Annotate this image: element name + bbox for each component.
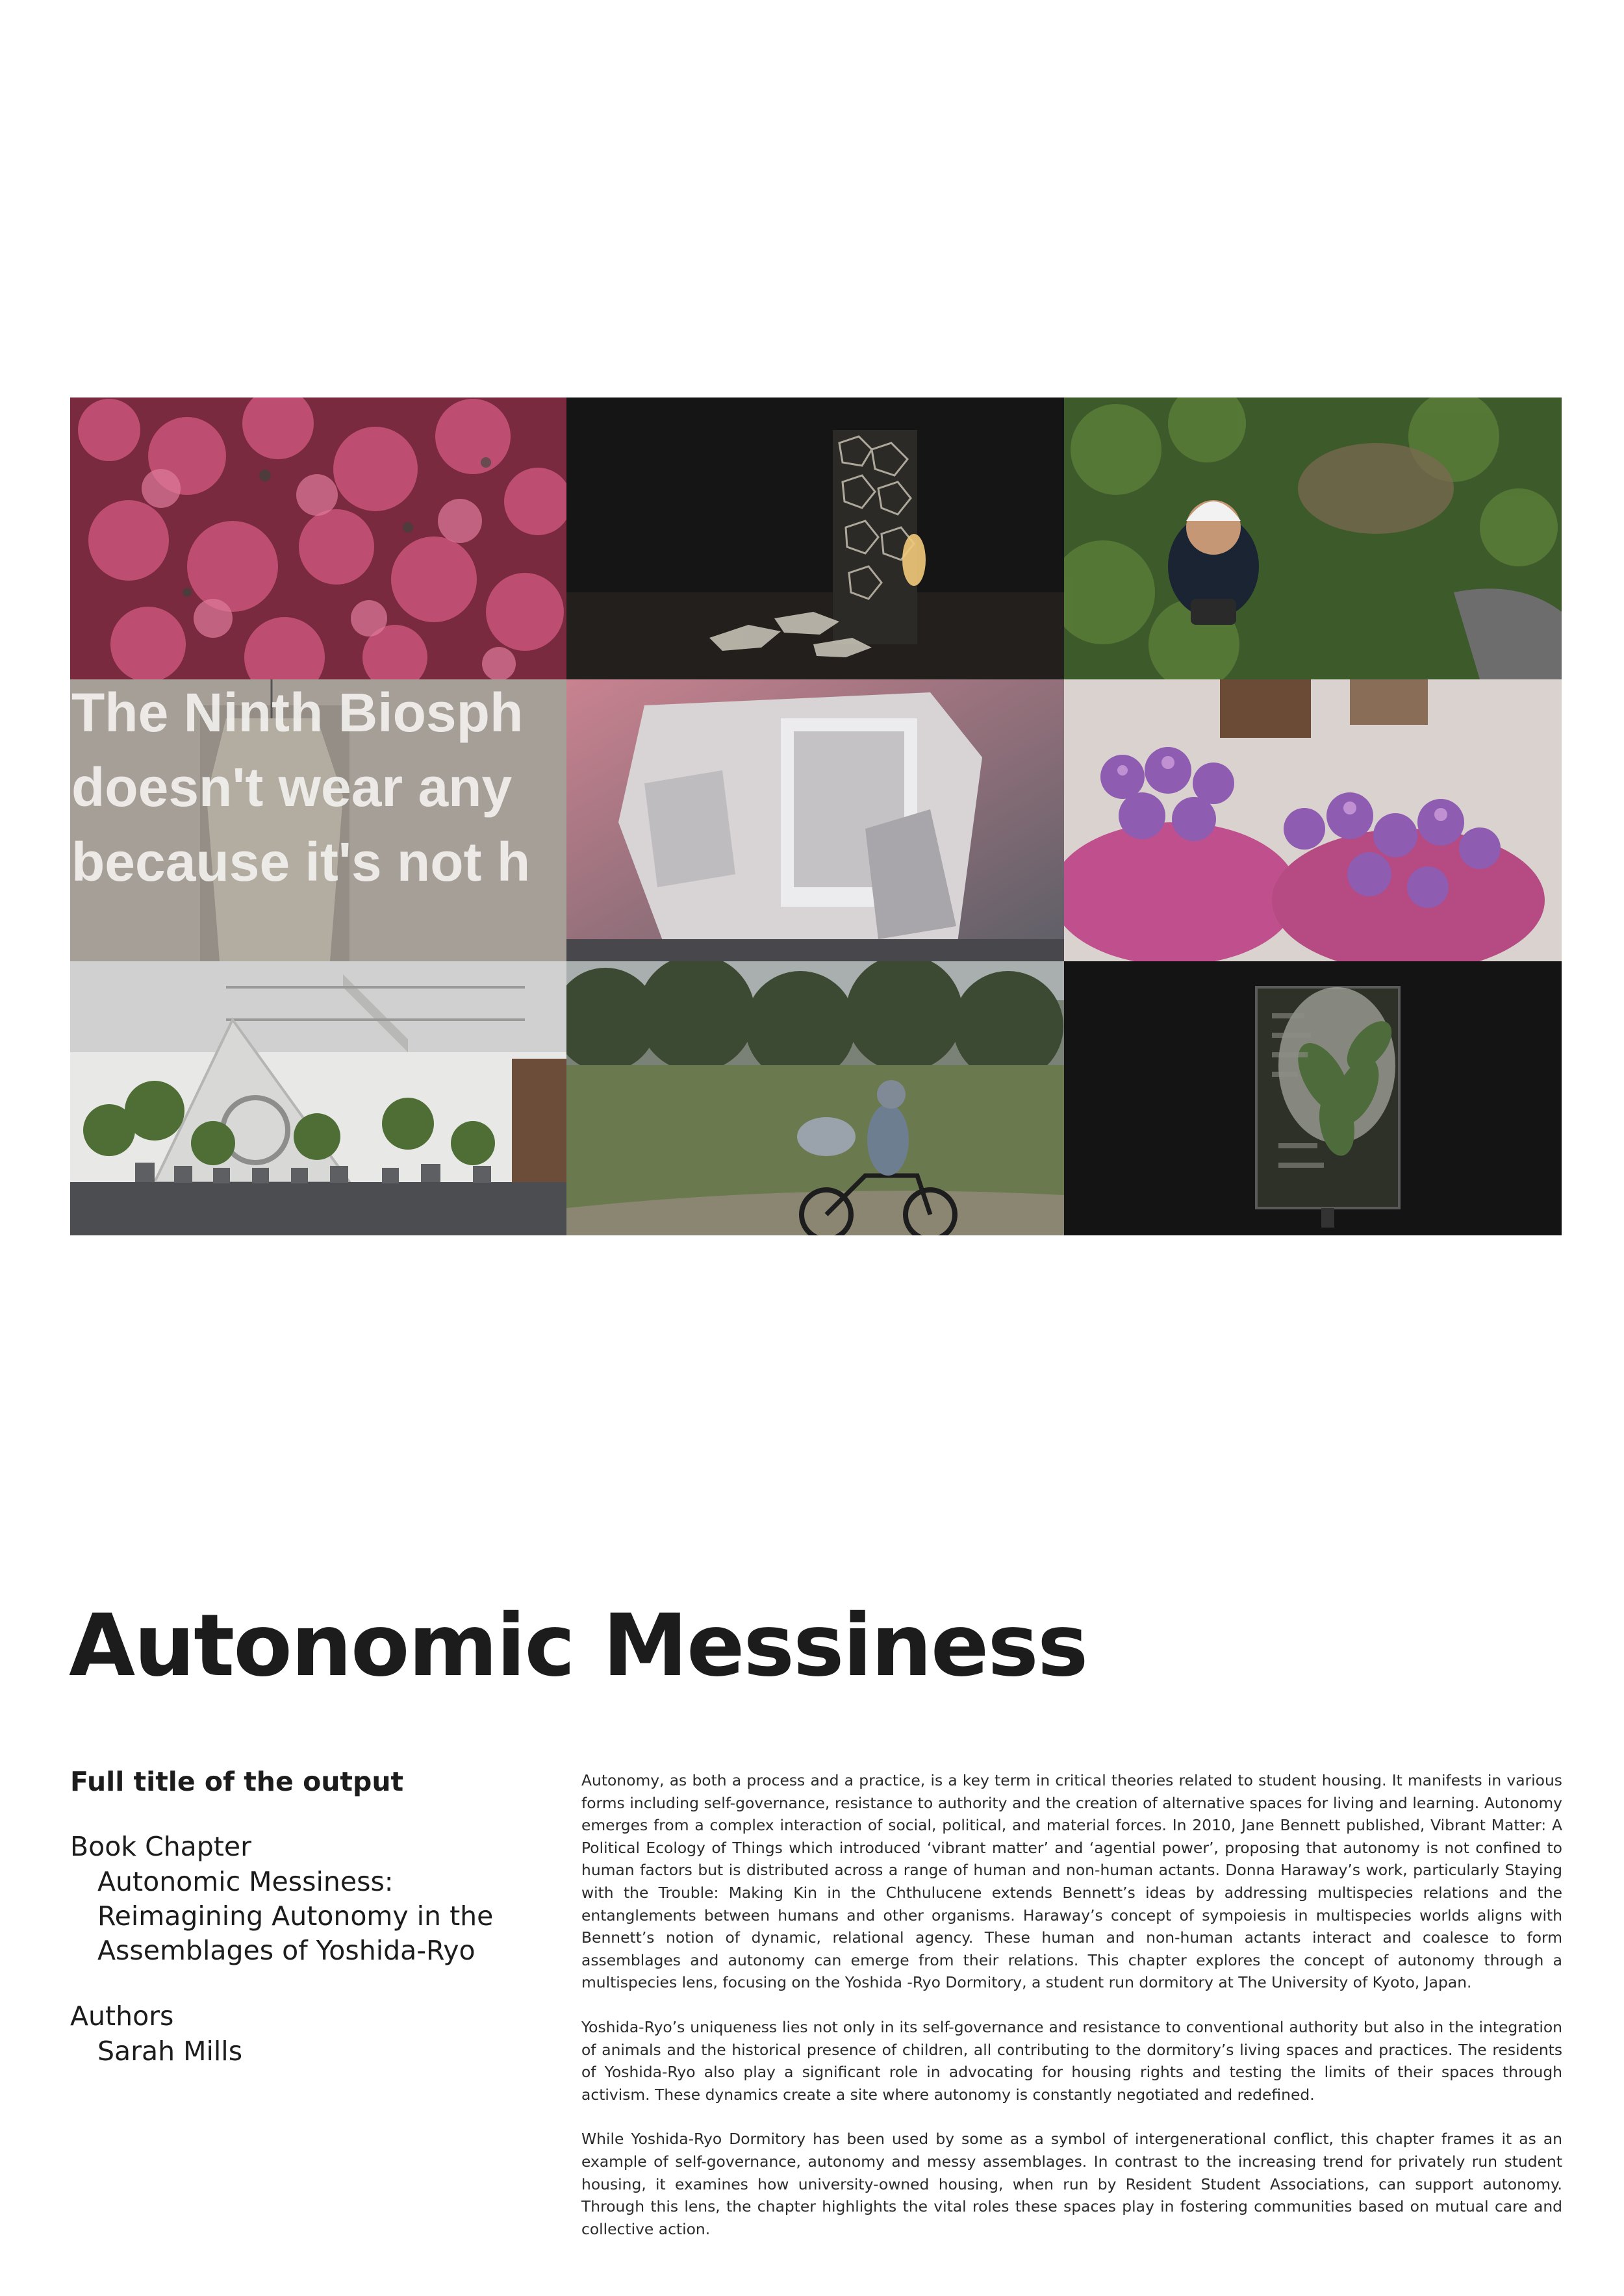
output-metadata bbox=[70, 1765, 525, 2069]
abstract-paragraph: Yoshida-Ryo’s uniqueness lies not only in its self-governance and resistance to conventional authority but also in the integration of animals and the historical presence of children, all contributing to the dormitory’s living spaces and practices. The residents of Yoshida-Ryo also play a significant role in advocating for housing rights and testing the limits of their spaces through activism. These dynamics create a site where autonomy is constantly negotiated and redefined. bbox=[581, 2017, 1562, 2104]
chapter-title-line: Autonomic Messiness: bbox=[97, 1865, 394, 1897]
photo-pink-foliage bbox=[70, 397, 566, 679]
photo-jumpsuit-projection bbox=[70, 679, 566, 961]
photo-dark-frame-plant bbox=[1064, 961, 1562, 1235]
projected-text-line-3: because it's not h bbox=[71, 831, 531, 892]
author-name: Sarah Mills bbox=[97, 2035, 243, 2067]
photo-person-greenery bbox=[1064, 397, 1562, 679]
photo-courtyard-plants bbox=[70, 961, 566, 1235]
projected-text-line-1: The Ninth Biosph bbox=[71, 682, 524, 743]
photo-grid bbox=[70, 397, 1562, 1235]
abstract-paragraph: While Yoshida-Ryo Dormitory has been used by some as a symbol of intergenerational conflict, this chapter frames it as an example of self-governance, autonomy and messy assemblages. In contrast to the increasing trend for privately run student housing, it examines how university-owned housing, when run by Resident Student Associations, can support autonomy. Through this lens, the chapter highlights the vital roles these spaces play in fostering communities based on mutual care and collective action. bbox=[581, 2130, 1562, 2238]
chapter-title-line: Reimagining Autonomy in the bbox=[97, 1900, 494, 1932]
abstract-text bbox=[581, 1769, 1562, 2262]
page-title: Autonomic Messiness bbox=[69, 1596, 1087, 1696]
photo-purple-cacti bbox=[1064, 679, 1562, 961]
photo-white-sculpture bbox=[566, 679, 1064, 961]
photo-cyclist bbox=[566, 961, 1064, 1235]
abstract-paragraph: Autonomy, as both a process and a practice, is a key term in critical theories related to student housing. It manifests in various forms including self-governance, resistance to authority and the creation of alternative spaces for living and learning. Autonomy emerges from a complex interaction of social, political, and material forces. In 2010, Jane Bennett published, Vibrant Matter: A Political Ecology of Things which introduced ‘vibrant matter’ and ‘agential power’, proposing that autonomy is not confined to human factors but is distributed across a range of human and non-human actants. Donna Haraway’s work, particularly Staying with the Trouble: Making Kin in the Chthulucene extends Bennett’s ideas by addressing multispecies relations and the entanglements between humans and other organisms. Haraway’s concept of sympoiesis in multispecies worlds aligns with Bennett’s notion of dynamic, relational agency. These human and non-human actants interact and coalesce to form assemblages and autonomy can emerge from their relations. This chapter explores the concept of autonomy through a multispecies lens, focusing on the Yoshida -Ryo Dormitory, a student run dormitory at The University of Kyoto, Japan. bbox=[581, 1771, 1562, 1992]
authors-label: Authors bbox=[70, 2000, 174, 2032]
chapter-title-line: Assemblages of Yoshida-Ryo bbox=[97, 1935, 476, 1967]
output-type: Book Chapter bbox=[70, 1831, 251, 1863]
projected-text-line-2: doesn't wear any bbox=[71, 757, 513, 818]
photo-dark-installation bbox=[566, 397, 1064, 679]
output-label: Full title of the output bbox=[70, 1766, 404, 1797]
